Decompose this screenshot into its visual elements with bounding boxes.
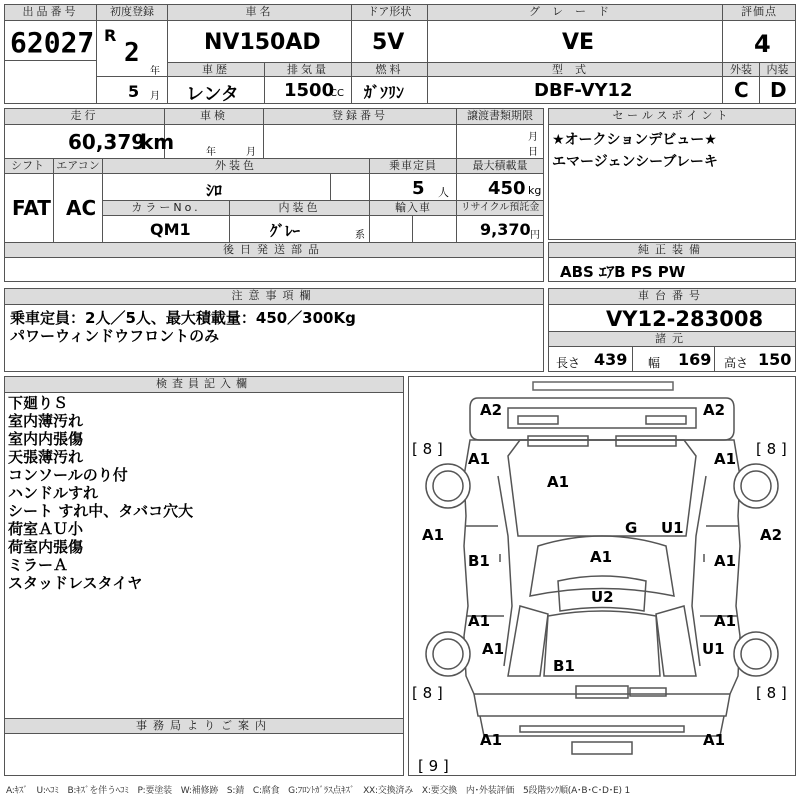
mark-spare: [ 9 ] xyxy=(418,757,449,775)
inspector-label: 検査員記入欄 xyxy=(5,377,403,393)
mark-tire-front-right: [ 8 ] xyxy=(756,684,787,702)
shift-label: シフト xyxy=(5,159,53,174)
reg-month-unit: 月 xyxy=(150,91,160,102)
recycle-unit: 円 xyxy=(530,230,540,241)
mark-a1-right: A1 xyxy=(714,552,737,570)
inspector-note: 荷室内張傷 xyxy=(8,538,84,556)
mark-glass-g: G xyxy=(625,519,638,537)
mark-glass-u1: U1 xyxy=(661,519,684,537)
intcolor-label: 内装色 xyxy=(230,201,369,216)
colorno-label: カラーNo. xyxy=(103,201,229,216)
chassis-number: VY12-283008 xyxy=(606,307,764,331)
caution-lines xyxy=(10,309,356,345)
inspector-note: 天張薄汚れ xyxy=(8,448,84,466)
mark-hood: B1 xyxy=(553,657,575,675)
chassis-label: 車台番号 xyxy=(549,289,795,305)
reg-year: 2 xyxy=(124,38,140,68)
mark-quarter-left: A1 xyxy=(468,450,491,468)
fuel-label: 燃料 xyxy=(352,63,427,77)
transfer-label: 譲渡書類期限 xyxy=(457,109,543,125)
inspector-note: 室内内張傷 xyxy=(8,430,84,448)
car-diagram xyxy=(408,376,796,776)
mark-front-door-left: A1 xyxy=(468,612,491,630)
legend: A:ｷｽﾞ U:ﾍｺﾐ B:ｷｽﾞを伴うﾍｺﾐ P:要塗装 W:補修跡 S:錆 C:腐食 G:ﾌﾛﾝﾄｶﾞﾗｽ点ｷｽﾞ XX:交換済み X:要交換 内･外装評価 5段階ﾗﾝｸ順(A･B･C･D･E) 1 xyxy=(6,786,631,796)
shift: FAT xyxy=(12,196,51,220)
mark-tire-rear-left: [ 8 ] xyxy=(412,440,443,458)
capacity-label: 乗車定員 xyxy=(370,159,456,174)
inspection-year-unit: 年 xyxy=(206,147,216,158)
max-load: 450 xyxy=(488,178,526,199)
recycle-label: リサイクル預託金 xyxy=(457,201,543,216)
mileage: 60,379 xyxy=(68,130,146,154)
int-grade: D xyxy=(770,78,787,102)
inspector-note: 荷室ＡＵ小 xyxy=(8,520,84,538)
mark-front-door-right: A1 xyxy=(714,612,737,630)
mark-side-right: A2 xyxy=(760,526,783,544)
mark-front-right: A1 xyxy=(703,731,726,749)
regno-label: 登録番号 xyxy=(264,109,456,125)
mark-side-left: A1 xyxy=(422,526,445,544)
ext-grade: C xyxy=(734,78,749,102)
sales-point-lines xyxy=(552,129,718,173)
mark-center: A1 xyxy=(590,548,613,566)
later-parts-label: 後日発送部品 xyxy=(5,243,543,258)
load-unit: kg xyxy=(528,184,542,197)
inspector-note: コンソールのり付 xyxy=(8,466,128,484)
inspector-notes xyxy=(8,394,193,592)
model-label: 型式 xyxy=(428,63,722,77)
reg-year-unit: 年 xyxy=(150,66,160,77)
sales-line: ★オークションデビュー★ xyxy=(552,132,717,148)
width-label: 幅 xyxy=(648,356,661,370)
model-code: DBF-VY12 xyxy=(534,80,633,101)
first-reg-label: 初度登録 xyxy=(97,5,167,21)
caution-label: 注意事項欄 xyxy=(5,289,543,305)
capacity: 5 xyxy=(412,178,425,199)
inspector-note: スタッドレスタイヤ xyxy=(8,574,143,592)
interior-color: ｸﾞﾚｰ xyxy=(270,222,301,240)
score: 4 xyxy=(754,30,771,58)
load-label: 最大積載量 xyxy=(457,159,543,174)
grade-label: グレード xyxy=(428,5,722,21)
history-label: 車歴 xyxy=(168,63,264,77)
mileage-label: 走行 xyxy=(5,109,164,125)
inspector-note: シート すれ中、タバコ穴大 xyxy=(8,502,194,520)
mark-u2: U2 xyxy=(591,588,614,606)
body-color: ｼﾛ xyxy=(206,181,223,200)
transfer-day-unit: 日 xyxy=(528,147,538,158)
inspector-note: 下廻りＳ xyxy=(8,394,69,412)
int-label: 内装 xyxy=(760,63,795,77)
name-label: 車名 xyxy=(168,5,351,21)
inspection-label: 車検 xyxy=(165,109,263,125)
fuel: ｶﾞｿﾘﾝ xyxy=(364,83,405,102)
mark-rear-left: A2 xyxy=(480,401,503,419)
width-value: 169 xyxy=(678,350,712,369)
length-value: 439 xyxy=(594,350,628,369)
mark-roof: A1 xyxy=(547,473,570,491)
transfer-month-unit: 月 xyxy=(528,132,538,143)
length-label: 長さ xyxy=(556,356,581,370)
equipment-label: 純正装備 xyxy=(549,243,795,258)
disp-label: 排気量 xyxy=(265,63,351,77)
door-type: 5V xyxy=(372,30,405,55)
door-label: ドア形状 xyxy=(352,5,427,21)
capacity-unit: 人 xyxy=(438,186,449,199)
height-label: 高さ xyxy=(724,356,749,370)
displacement: 1500 xyxy=(284,80,335,101)
sales-point-block xyxy=(548,108,796,240)
inspector-note: 室内薄汚れ xyxy=(8,412,84,430)
lot-number: 62027 xyxy=(10,26,95,59)
office-label: 事務局よりご案内 xyxy=(5,719,403,734)
mark-b1-left: B1 xyxy=(468,552,490,570)
mark-fender-left: A1 xyxy=(482,640,505,658)
inspection-month-unit: 月 xyxy=(246,147,256,158)
height-value: 150 xyxy=(758,350,792,369)
car-history: レンタ xyxy=(186,84,239,105)
inspector-note: ミラーＡ xyxy=(8,556,69,574)
aircon: AC xyxy=(66,196,97,220)
mark-tire-rear-right: [ 8 ] xyxy=(756,440,787,458)
caution-line: パワーウィンドウフロントのみ xyxy=(10,327,220,345)
import-label: 輸入車 xyxy=(370,201,456,216)
equipment-list: ABS ｴｱB PS PW xyxy=(560,263,686,281)
ext-label: 外装 xyxy=(723,63,759,77)
ac-label: エアコン xyxy=(54,159,102,174)
disp-unit: CC xyxy=(330,88,344,99)
mark-front-left: A1 xyxy=(480,731,503,749)
caution-line: 乗車定員：2人／5人、最大積載量：450／300Kg xyxy=(10,309,356,327)
car-name: NV150AD xyxy=(204,30,321,55)
reg-month: 5 xyxy=(128,82,140,101)
sales-line: エマージェンシーブレーキ xyxy=(552,154,718,170)
lot-label: 出品番号 xyxy=(5,5,96,21)
mark-tire-front-left: [ 8 ] xyxy=(412,684,443,702)
reg-era: R xyxy=(104,26,117,45)
mark-fender-right: U1 xyxy=(702,640,725,658)
mark-rear-right: A2 xyxy=(703,401,726,419)
score-label: 評価点 xyxy=(723,5,795,21)
interior-color-suffix: 系 xyxy=(355,230,365,241)
grade: VE xyxy=(562,30,595,55)
color-label: 外装色 xyxy=(103,159,369,174)
spec-label: 諸元 xyxy=(549,332,795,347)
sales-point-label: セールスポイント xyxy=(549,109,795,125)
mark-quarter-right: A1 xyxy=(714,450,737,468)
inspector-note: ハンドルすれ xyxy=(8,484,99,502)
mileage-unit: km xyxy=(140,130,175,154)
color-number: QM1 xyxy=(150,220,191,239)
recycle-fee: 9,370 xyxy=(480,220,531,239)
